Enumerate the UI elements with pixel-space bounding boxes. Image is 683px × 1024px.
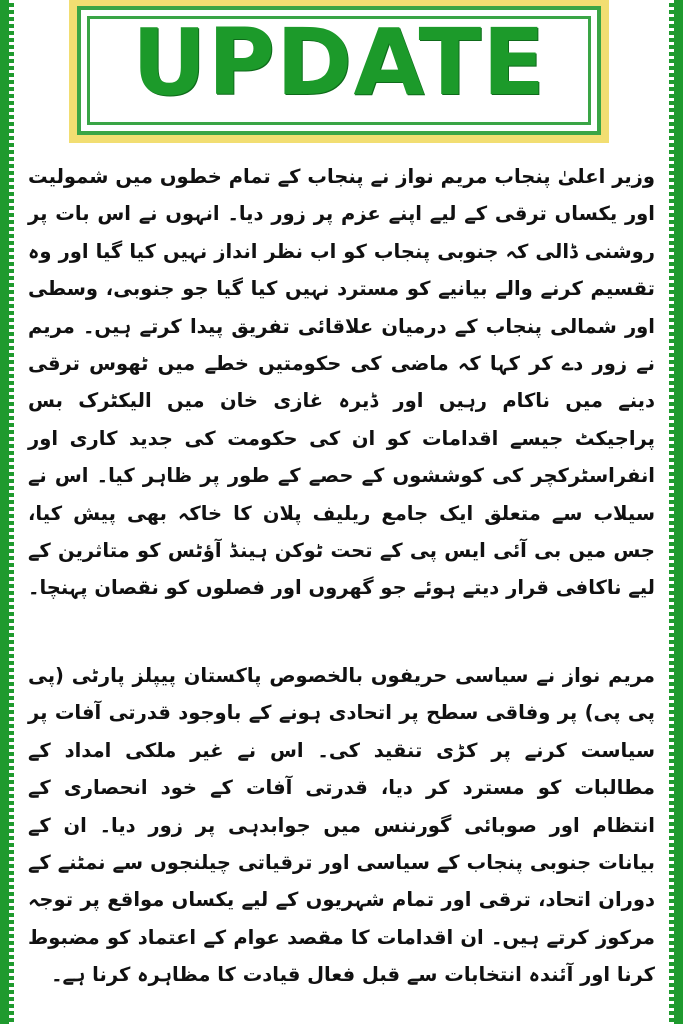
article-paragraph-1: وزیر اعلیٰ پنجاب مریم نواز نے پنجاب کے تمام خطوں میں شمولیت اور یکساں ترقی کے لیے اپنے عزم پر زور دیا۔ انہوں نے اس بات پر روشنی ڈالی کہ جنوبی پنجاب کو اب نظر انداز نہیں کیا گیا اور وہ تقسیم کرنے والے بیانیے کو مسترد نہیں کیا گیا جو جنوبی، وسطی اور شمالی پنجاب کے درمیان علاقائی تفریق پیدا کرتے ہیں۔ مریم نے زور دے کر کہا کہ ماضی کی حکومتیں خطے میں ٹھوس ترقی دینے میں ناکام رہیں اور ڈیرہ غازی خان میں الیکٹرک بس پراجیکٹ جیسے اقدامات کو ان کی حکومت کی جدید کاری اور انفراسٹرکچر کی کوششوں کے حصے کے طور پر ظاہر کیا۔ اس نے سیلاب سے متعلق ایک جامع ریلیف پلان کا خاکہ بھی پیش کیا، جس میں بی آئی ایس پی کے تحت ٹوکن ہینڈ آؤٹس کو متاثرین کے لیے ناکافی قرار دیتے ہوئے جو گھروں اور فصلوں کو نقصان پہنچا۔ — [28, 165, 655, 600]
article-paragraph-2: مریم نواز نے سیاسی حریفوں بالخصوص پاکستان پیپلز پارٹی (پی پی پی) پر وفاقی سطح پر اتحادی ہونے کے باوجود قدرتی آفات پر سیاست کرنے پر کڑی تنقید کی۔ اس نے غیر ملکی امداد کے مطالبات کو مسترد کر دیا، قدرتی آفات کے خود انحصاری کے انتظام اور صوبائی گورننس میں جوابدہی پر زور دیا۔ ان کے بیانات جنوبی پنجاب کے سیاسی اور ترقیاتی چیلنجوں سے نمٹنے کے دوران اتحاد، ترقی اور تمام شہریوں کے لیے یکساں مواقع پر توجہ مرکوز کرتے ہیں۔ ان اقدامات کا مقصد عوام کے اعتماد کو مضبوط کرنا اور آئندہ انتخابات سے قبل فعال قیادت کا مظاہرہ کرنا ہے۔ — [28, 663, 655, 987]
article-body — [28, 158, 655, 994]
banner-title: UPDATE — [131, 9, 547, 116]
update-banner — [69, 0, 609, 143]
right-decorative-border — [674, 0, 683, 1024]
left-decorative-border — [0, 0, 9, 1024]
